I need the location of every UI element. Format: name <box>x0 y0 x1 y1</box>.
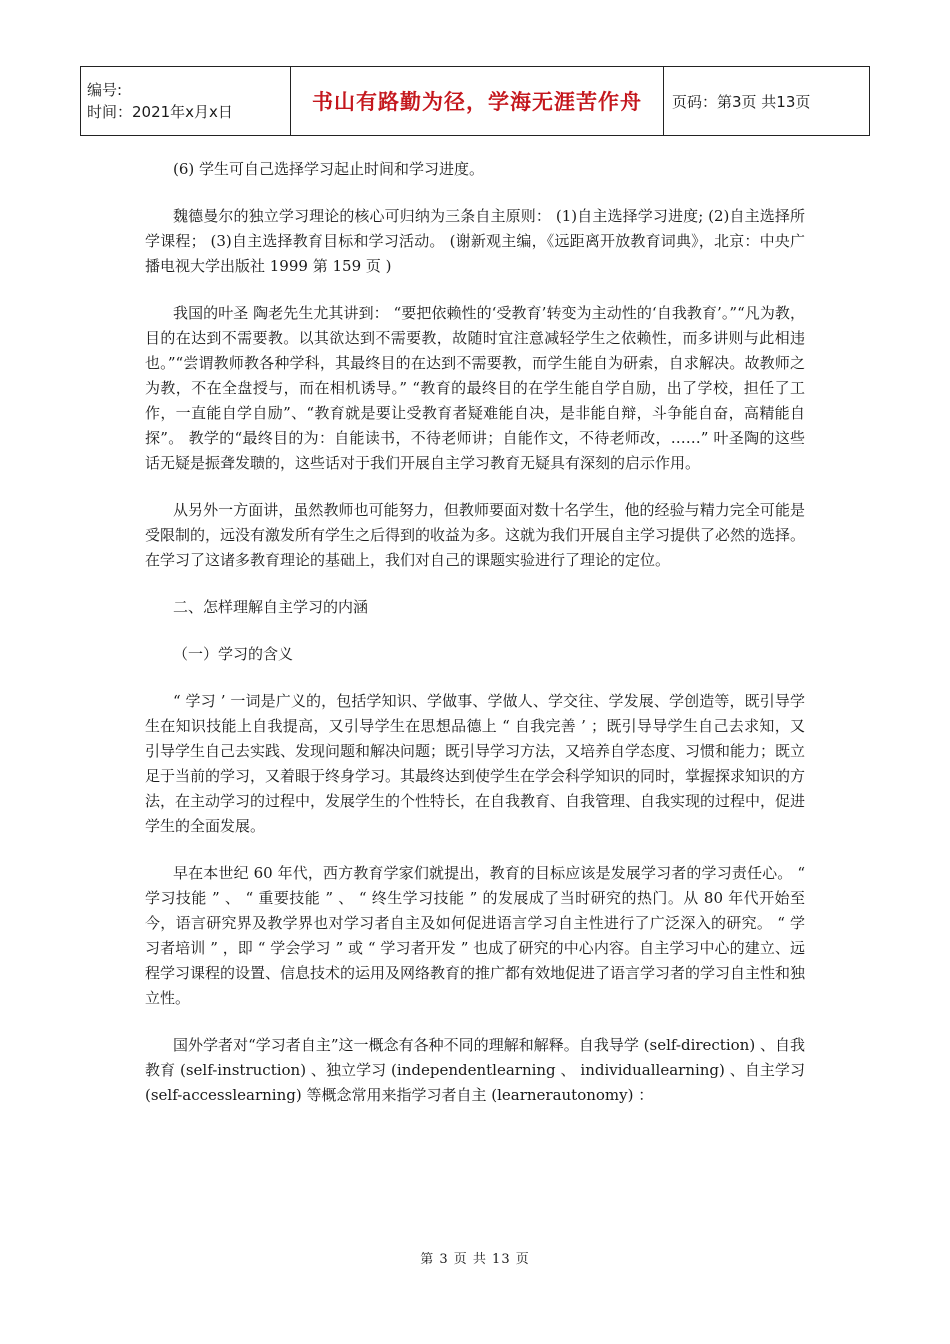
header-page-info: 页码：第3页 共13页 <box>664 67 870 136</box>
paragraph: 早在本世纪 60 年代，西方教育学家们就提出，教育的目标应该是发展学习者的学习责任心。 “ 学习技能 ” 、 “ 重要技能 ” 、 “ 终生学习技能 ” 的发展成了当时研究的热门。从 80 年代开始至今，语言研究界及教学界也对学习者自主及如何促进语言学习自主性进行了广泛深入的研究。 “ 学习者培训 ” ，即 “ 学会学习 ” 或 “ 学习者开发 ” 也成了研究的中心内容。自主学习中心的建立、远程学习课程的设置、信息技术的运用及网络教育的推广都有效地促进了语言学习者的学习自主性和独立性。 <box>145 864 806 1007</box>
header-table <box>80 66 870 136</box>
paragraph: 我国的叶圣 陶老先生尤其讲到： “要把依赖性的‘受教育’转变为主动性的‘自我教育’。”“凡为教，目的在达到不需要教。以其欲达到不需要教，故随时宜注意减轻学生之依赖性，而多讲则与此相违也。”“尝谓教师教各种学科，其最终目的在达到不需要教，而学生能自为研索，自求解决。故教师之为教，不在全盘授与，而在相机诱导。” “教育的最终目的在学生能自学自励，出了学校，担任了工作，一直能自学自励”、“教育就是要让受教育者疑难能自决，是非能自辩，斗争能自奋，高精能自探”。 教学的“最终目的为：自能读书，不待老师讲；自能作文，不待老师改，……” 叶圣陶的这些话无疑是振聋发聩的，这些话对于我们开展自主学习教育无疑具有深刻的启示作用。 <box>145 304 805 472</box>
paragraph: 国外学者对“学习者自主”这一概念有各种不同的理解和解释。自我导学 (self-direction) 、自我教育 (self-instruction) 、独立学习 (independentlearning 、 individuallearning) 、自主学习 (self-accesslearning) 等概念常用来指学习者自主 (learnerautonomy) ： <box>145 1036 805 1104</box>
document-time-label: 时间：2021年x月x日 <box>87 103 233 121</box>
page-footer: 第 3 页 共 13 页 <box>420 1252 530 1267</box>
paragraph: (6) 学生可自己选择学习起止时间和学习进度。 <box>173 160 485 178</box>
paragraph: “ 学习 ’ 一词是广义的，包括学知识、学做事、学做人、学交往、学发展、学创造等，既引导学生在知识技能上自我提高，又引导学生在思想品德上 “ 自我完善 ’ ；既引导导学生自己去求知，又引导学生自己去实践、发现问题和解决问题；既引导学习方法，又培养自学态度、习惯和能力；既立足于当前的学习，又着眼于终身学习。其最终达到使学生在学会科学知识的同时，掌握探求知识的方法，在主动学习的过程中，发展学生的个性特长，在自我教育、自我管理、自我实现的过程中，促进学生的全面发展。 <box>145 692 806 835</box>
document-body <box>145 157 805 1108</box>
document-number-label: 编号: <box>87 81 123 99</box>
paragraph: 从另外一方面讲，虽然教师也可能努力，但教师要面对数十名学生，他的经验与精力完全可能是受限制的，远没有激发所有学生之后得到的收益为多。这就为我们开展自主学习提供了必然的选择。在学习了这诸多教育理论的基础上，我们对自己的课题实验进行了理论的定位。 <box>145 501 806 569</box>
header-motto: 书山有路勤为径，学海无涯苦作舟 <box>291 67 664 136</box>
header-meta-cell <box>81 67 291 136</box>
paragraph: 魏德曼尔的独立学习理论的核心可归纳为三条自主原则： (1)自主选择学习进度; (2)自主选择所学课程； (3)自主选择教育目标和学习活动。 (谢新观主编，《远距离开放教育词典》，北京：中央广播电视大学出版社 1999 第 159 页 ) <box>145 207 805 275</box>
subsection-heading: （一）学习的含义 <box>173 645 294 663</box>
section-heading: 二、怎样理解自主学习的内涵 <box>173 598 369 616</box>
